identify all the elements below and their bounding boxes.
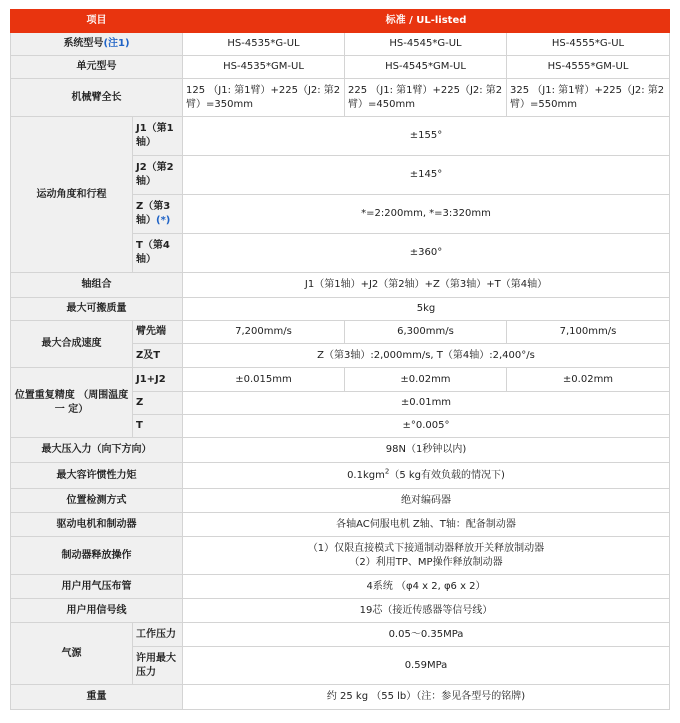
repeatability-t-label: T <box>133 415 183 438</box>
air-working-label: 工作压力 <box>133 623 183 647</box>
repeatability-z-label: Z <box>133 392 183 415</box>
inertia-label: 最大容许惯性力矩 <box>11 463 183 489</box>
row-drive <box>11 513 670 537</box>
air-tube-label: 用户用气压布管 <box>11 575 183 599</box>
axis-combo-value: J1（第1轴）+J2（第2轴）+Z（第3轴）+T（第4轴） <box>183 273 670 298</box>
repeatability-j1j2-value: ±0.02mm <box>345 368 507 392</box>
inertia-value: 0.1kgm$^2$（5 kg有效负载的情况下) <box>183 463 670 489</box>
arm-length-value: 325 （J1: 第1臂）+225（J2: 第2臂）=550mm <box>507 79 670 117</box>
system-model-value: HS-4555*G-UL <box>507 33 670 56</box>
unit-model-value: HS-4535*GM-UL <box>183 56 345 79</box>
speed-arm-tip-label: 臂先端 <box>133 321 183 344</box>
repeatability-label: 位置重复精度 （周围温度一 定） <box>11 368 133 438</box>
payload-label: 最大可搬质量 <box>11 298 183 321</box>
spec-table <box>10 9 670 710</box>
header-row <box>11 10 670 33</box>
row-air-working <box>11 623 670 647</box>
speed-arm-tip-value: 7,100mm/s <box>507 321 670 344</box>
motion-axis-label: J1（第1轴） <box>133 117 183 156</box>
air-allowable-value: 0.59MPa <box>183 647 670 685</box>
arm-length-value: 225 （J1: 第1臂）+225（J2: 第2臂）=450mm <box>345 79 507 117</box>
axis-combo-label: 轴组合 <box>11 273 183 298</box>
spec-table-container <box>10 9 669 710</box>
repeatability-j1j2-value: ±0.02mm <box>507 368 670 392</box>
press-value: 98N（1秒钟以内) <box>183 438 670 463</box>
row-brake-release <box>11 537 670 575</box>
brake-release-label: 制动器释放操作 <box>11 537 183 575</box>
motion-value: ±145° <box>183 156 670 195</box>
system-model-value: HS-4545*G-UL <box>345 33 507 56</box>
repeatability-j1j2-value: ±0.015mm <box>183 368 345 392</box>
system-model-value: HS-4535*G-UL <box>183 33 345 56</box>
payload-value: 5kg <box>183 298 670 321</box>
repeatability-j1j2-label: J1+J2 <box>133 368 183 392</box>
air-source-label: 气源 <box>11 623 133 685</box>
row-payload <box>11 298 670 321</box>
motion-z-note-link[interactable]: (*) <box>156 215 171 226</box>
motion-axis-label: J2（第2轴） <box>133 156 183 195</box>
motion-axis-label: Z（第3轴）(*) <box>133 195 183 234</box>
repeatability-t-value: ±°0.005° <box>183 415 670 438</box>
row-unit-model <box>11 56 670 79</box>
row-motion-j1 <box>11 117 670 156</box>
row-system-model <box>11 33 670 56</box>
arm-length-label: 机械臂全长 <box>11 79 183 117</box>
drive-label: 驱动电机和制动器 <box>11 513 183 537</box>
unit-model-value: HS-4555*GM-UL <box>507 56 670 79</box>
speed-arm-tip-value: 7,200mm/s <box>183 321 345 344</box>
header-standard: 标准 / UL-listed <box>183 10 670 33</box>
brake-release-value: （1）仅限直接模式下接通制动器释放开关释放制动器 （2）利用TP、MP操作释放制动器 <box>183 537 670 575</box>
position-detect-value: 绝对编码器 <box>183 489 670 513</box>
speed-arm-tip-value: 6,300mm/s <box>345 321 507 344</box>
repeatability-z-value: ±0.01mm <box>183 392 670 415</box>
motion-value: *=2:200mm, *=3:320mm <box>183 195 670 234</box>
header-item: 项目 <box>11 10 183 33</box>
row-signal-wire <box>11 599 670 623</box>
system-model-note-link[interactable]: (注1) <box>103 38 130 49</box>
row-arm-length <box>11 79 670 117</box>
arm-length-value: 125 （J1: 第1臂）+225（J2: 第2臂）=350mm <box>183 79 345 117</box>
unit-model-label: 单元型号 <box>11 56 183 79</box>
system-model-label: 系统型号(注1) <box>11 33 183 56</box>
motion-axis-label: T（第4轴） <box>133 234 183 273</box>
weight-label: 重量 <box>11 685 183 710</box>
press-label: 最大压入力（向下方向） <box>11 438 183 463</box>
air-tube-value: 4系统 （φ4 x 2, φ6 x 2） <box>183 575 670 599</box>
row-speed-arm-tip <box>11 321 670 344</box>
weight-value: 约 25 kg （55 lb）（注：参见各型号的铭牌) <box>183 685 670 710</box>
speed-zt-value: Z（第3轴）:2,000mm/s, T（第4轴）:2,400°/s <box>183 344 670 368</box>
motion-value: ±155° <box>183 117 670 156</box>
row-repeatability-j1j2 <box>11 368 670 392</box>
speed-label: 最大合成速度 <box>11 321 133 368</box>
unit-model-value: HS-4545*GM-UL <box>345 56 507 79</box>
signal-wire-value: 19芯（接近传感器等信号线） <box>183 599 670 623</box>
row-position-detect <box>11 489 670 513</box>
motion-value: ±360° <box>183 234 670 273</box>
row-press <box>11 438 670 463</box>
air-allowable-label: 许用最大压力 <box>133 647 183 685</box>
position-detect-label: 位置检测方式 <box>11 489 183 513</box>
speed-zt-label: Z及T <box>133 344 183 368</box>
row-air-tube <box>11 575 670 599</box>
motion-label: 运动角度和行程 <box>11 117 133 273</box>
drive-value: 各轴AC伺服电机 Z轴、T轴：配备制动器 <box>183 513 670 537</box>
row-weight <box>11 685 670 710</box>
signal-wire-label: 用户用信号线 <box>11 599 183 623</box>
row-inertia <box>11 463 670 489</box>
row-axis-combo <box>11 273 670 298</box>
air-working-value: 0.05～0.35MPa <box>183 623 670 647</box>
